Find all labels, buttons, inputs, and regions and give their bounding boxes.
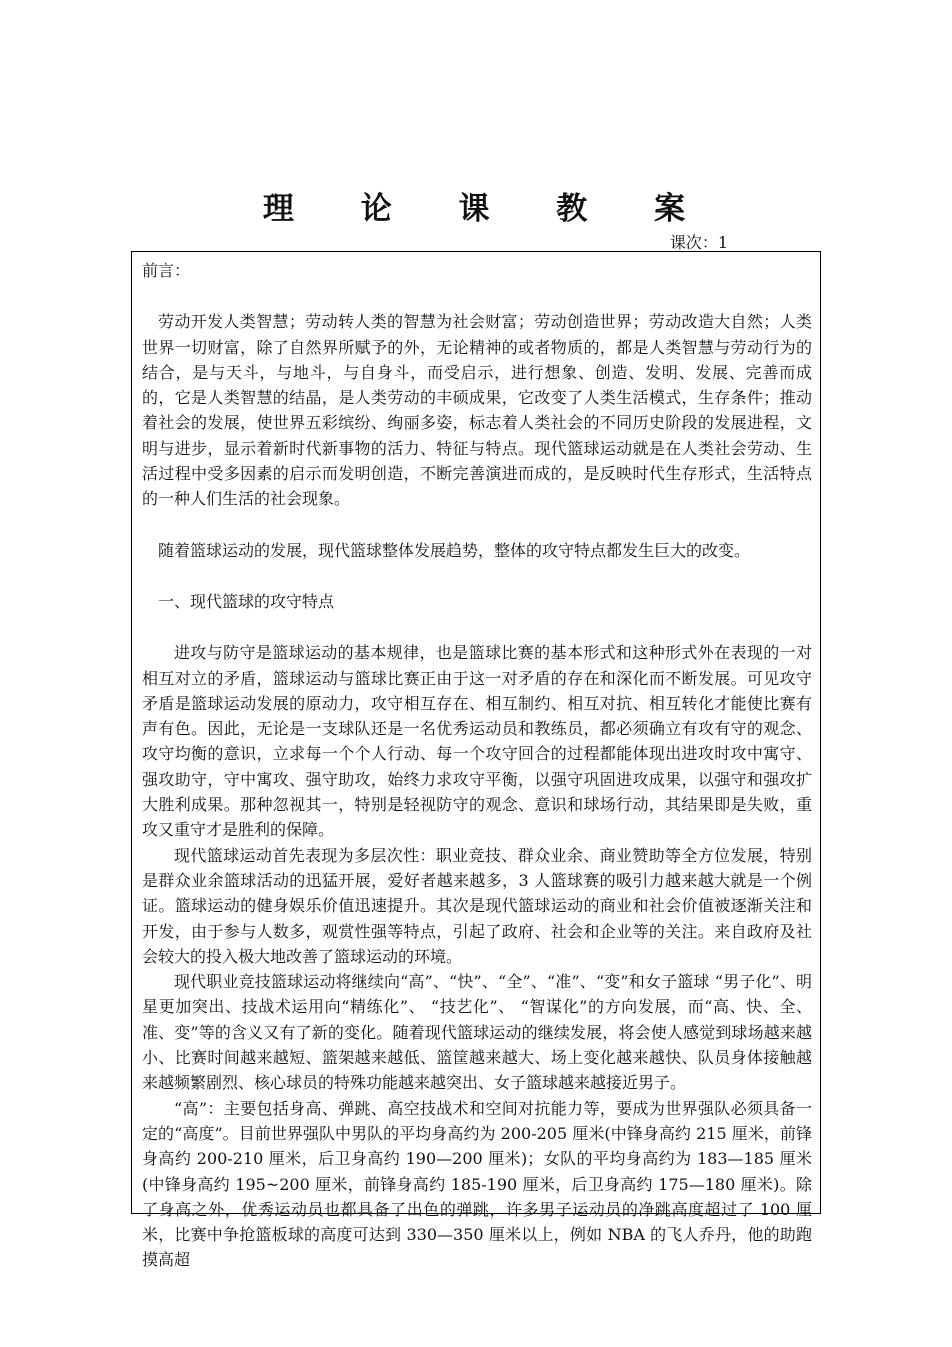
spacer	[142, 563, 812, 589]
section-heading: 一、现代篮球的攻守特点	[158, 591, 335, 611]
paragraph-professional: 现代职业竞技篮球运动将继续向“高”、“快”、“全”、“准”、“变”和女子篮球 “男子化”、明星更加突出、技战术运用向“精练化”、 “技艺化”、 “智谋化”的方向发展，而“高、快、全、准、变”等的含义又有了新的变化。随着现代篮球运动的继续发展，将会使人感觉到球场越来越小、比赛时间越来越短、篮架越来越低、篮筐越来越大、场上变化越来越快、队员身体接触越来越频繁剧烈、核心球员的特殊功能越来越突出、女子篮球越来越接近男子。	[142, 972, 812, 1093]
spacer	[142, 283, 812, 309]
document-title: 理 论 课 教 案	[262, 191, 714, 227]
spacer	[142, 512, 812, 538]
paragraph-offense-defense: 进攻与防守是篮球运动的基本规律，也是篮球比赛的基本形式和这种形式外在表现的一对相互对立的矛盾，篮球运动与篮球比赛正由于这一对矛盾的存在和深化而不断发展。可见攻守矛盾是篮球运动发展的原动力，攻守相互存在、相互制约、相互对抗、相互转化才能使比赛有声有色。因此，无论是一支球队还是一名优秀运动员和教练员，都必须确立有攻有守的观念、攻守均衡的意识，立求每一个个人行动、每一个攻守回合的过程都能体现出进攻时攻中寓守、强攻助守，守中寓攻、强守助攻，始终力求攻守平衡，以强守巩固进攻成果，以强守和强攻扩大胜利成果。那种忽视其一，特别是轻视防守的观念、意识和球场行动，其结果即是失败，重攻又重守才是胜利的保障。	[142, 643, 812, 840]
lesson-content-box	[131, 251, 821, 1270]
paragraph-trend: 随着篮球运动的发展，现代篮球整体发展趋势，整体的攻守特点都发生巨大的改变。	[158, 540, 751, 560]
preface-label: 前言：	[142, 261, 191, 280]
paragraph-multi-level: 现代篮球运动首先表现为多层次性：职业竞技、群众业余、商业赞助等全方位发展，特别是群众业余篮球活动的迅猛开展，爱好者越来越多，3 人篮球赛的吸引力越来越大就是一个例证。篮球运动的健身娱乐价值迅速提升。其次是现代篮球运动的商业和社会价值被逐渐关注和开发，由于参与人数多，观赏性强等特点，引起了政府、社会和企业等的关注。来自政府及社会较大的投入极大地改善了篮球运动的环境。	[142, 845, 812, 966]
lesson-number: 课次：1	[669, 233, 728, 252]
paragraph-height: “高”：主要包括身高、弹跳、高空技战术和空间对抗能力等，要成为世界强队必须具备一定的“高度”。目前世界强队中男队的平均身高约为 200-205 厘米(中锋身高约 215 厘米，前锋身高约 200-210 厘米，后卫身高约 190—200 厘米)；女队的平均身高约为 183—185 厘米(中锋身高约 195~200 厘米，前锋身高约 185-190 厘米，后卫身高约 175—180 厘米)。除了身高之外，优秀运动员也都具备了出色的弹跳，许多男子运动员的净跳高度超过了 100 厘米，比赛中争抢篮板球的高度可达到 330—350 厘米以上，例如 NBA 的飞人乔丹，他的助跑摸高超	[142, 1098, 812, 1270]
paragraph-intro: 劳动开发人类智慧；劳动转人类的智慧为社会财富；劳动创造世界；劳动改造大自然；人类世界一切财富，除了自然界所赋予的外，无论精神的或者物质的，都是人类智慧与劳动行为的结合，是与天斗，与地斗，与自身斗，而受启示，进行想象、创造、发明、发展、完善而成的，它是人类智慧的结晶，是人类劳动的丰硕成果，它改变了人类生活模式，生存条件；推动着社会的发展，使世界五彩缤纷、绚丽多姿，标志着人类社会的不同历史阶段的发展进程，文明与进步，显示着新时代新事物的活力、特征与特点。现代篮球运动就是在人类社会劳动、生活过程中受多因素的启示而发明创造，不断完善演进而成的，是反映时代生存形式，生活特点的一种人们生活的社会现象。	[142, 312, 812, 509]
spacer	[142, 614, 812, 640]
